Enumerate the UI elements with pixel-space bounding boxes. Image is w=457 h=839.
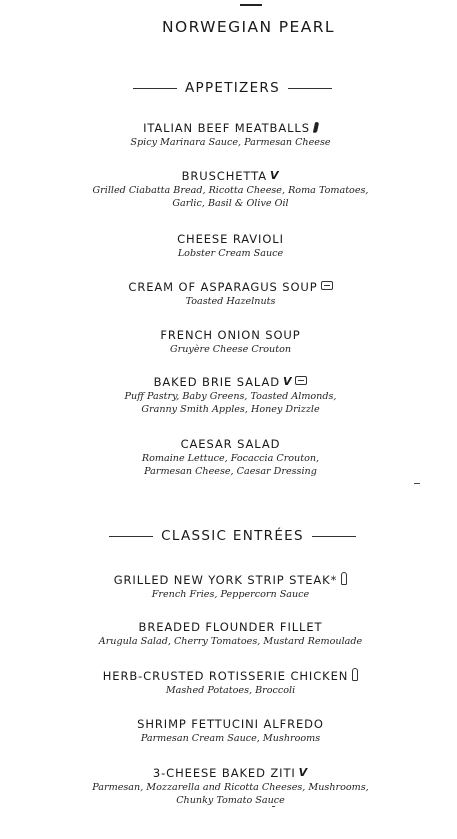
section-header-classic-entrees [0, 528, 457, 544]
menu-item-description: Garlic, Basil & Olive Oil [172, 198, 289, 209]
section-rule-right [312, 536, 356, 537]
menu-item-name: CHEESE RAVIOLI [177, 232, 284, 246]
menu-item-name: GRILLED NEW YORK STRIP STEAK* [113, 573, 338, 587]
menu-item-name-row [4, 572, 457, 588]
menu-item-name: CAESAR SALAD [180, 437, 281, 451]
menu-item [0, 121, 457, 149]
menu-item-description: Arugula Salad, Cherry Tomatoes, Mustard Remoulade [98, 636, 363, 647]
menu-item-name-row [4, 766, 457, 781]
menu-item-description: Granny Smith Apples, Honey Drizzle [141, 404, 320, 415]
menu-item-description: Parmesan, Mozzarella and Ricotta Cheeses, Mushrooms, [92, 782, 369, 793]
menu-item-name: BRUSCHETTA [181, 169, 267, 183]
section-title: CLASSIC ENTRÉES [161, 528, 304, 544]
menu-item [0, 169, 457, 210]
menu-item-name-row [4, 668, 457, 684]
menu-item-description: Romaine Lettuce, Focaccia Crouton, [141, 453, 320, 464]
menu-item-description: Mashed Potatoes, Broccoli [165, 685, 296, 696]
section-rule-left [133, 88, 177, 89]
menu-item-name-row [4, 169, 457, 184]
section-rule-left [109, 536, 153, 537]
menu-item-description: Grilled Ciabatta Bread, Ricotta Cheese, Roma Tomatoes, [92, 185, 369, 196]
section-header-appetizers [0, 80, 457, 96]
menu-item-name: SHRIMP FETTUCINI ALFREDO [137, 717, 324, 731]
menu-item-name: FRENCH ONION SOUP [160, 328, 301, 342]
menu-item [0, 717, 457, 745]
menu-item-description: Parmesan Cream Sauce, Mushrooms [140, 733, 321, 744]
menu-item-description: Lobster Cream Sauce [177, 248, 284, 259]
spicy-icon [313, 122, 319, 134]
section-rule-right [288, 88, 332, 89]
menu-item-name: BAKED BRIE SALAD [153, 375, 281, 389]
menu-item [0, 328, 457, 356]
light-choice-icon [321, 281, 333, 290]
menu-item-name-row [4, 280, 457, 295]
section-title: APPETIZERS [184, 80, 280, 96]
menu-item [0, 437, 457, 478]
menu-item-description: Spicy Marinara Sauce, Parmesan Cheese [130, 137, 331, 148]
menu-item [0, 668, 457, 697]
menu-item [0, 232, 457, 260]
print-speck [272, 806, 275, 807]
menu-item-name: HERB-CRUSTED ROTISSERIE CHICKEN [102, 669, 349, 683]
menu-item-description: Gruyère Cheese Crouton [169, 344, 292, 355]
menu-item-name: BREADED FLOUNDER FILLET [138, 620, 323, 634]
gluten-free-icon [341, 572, 347, 585]
menu-item-description: French Fries, Peppercorn Sauce [151, 589, 310, 600]
menu-item [0, 766, 457, 807]
menu-item [0, 375, 457, 416]
menu-item-name-row [4, 121, 457, 136]
menu-item-description: Parmesan Cheese, Caesar Dressing [144, 466, 317, 477]
menu-item [0, 620, 457, 648]
menu-item-description: Chunky Tomato Sauce [176, 795, 285, 806]
gluten-free-icon [352, 668, 358, 681]
menu-item-name: ITALIAN BEEF MEATBALLS [143, 121, 310, 135]
ship-name-title: NORWEGIAN PEARL [162, 18, 335, 36]
vegetarian-icon: V [269, 169, 280, 182]
vegetarian-icon: V [298, 766, 309, 779]
top-decoration [240, 4, 262, 6]
menu-item-name: 3-CHEESE BAKED ZITI [152, 766, 296, 780]
light-choice-icon [295, 376, 307, 385]
menu-item-description: Puff Pastry, Baby Greens, Toasted Almonds, [124, 391, 337, 402]
menu-item [0, 572, 457, 601]
menu-item [0, 280, 457, 308]
menu-item-name: CREAM OF ASPARAGUS SOUP [128, 280, 318, 294]
menu-item-description: Toasted Hazelnuts [185, 296, 276, 307]
print-speck [414, 483, 420, 484]
menu-item-name-row [4, 375, 457, 390]
vegetarian-icon: V [283, 375, 293, 388]
